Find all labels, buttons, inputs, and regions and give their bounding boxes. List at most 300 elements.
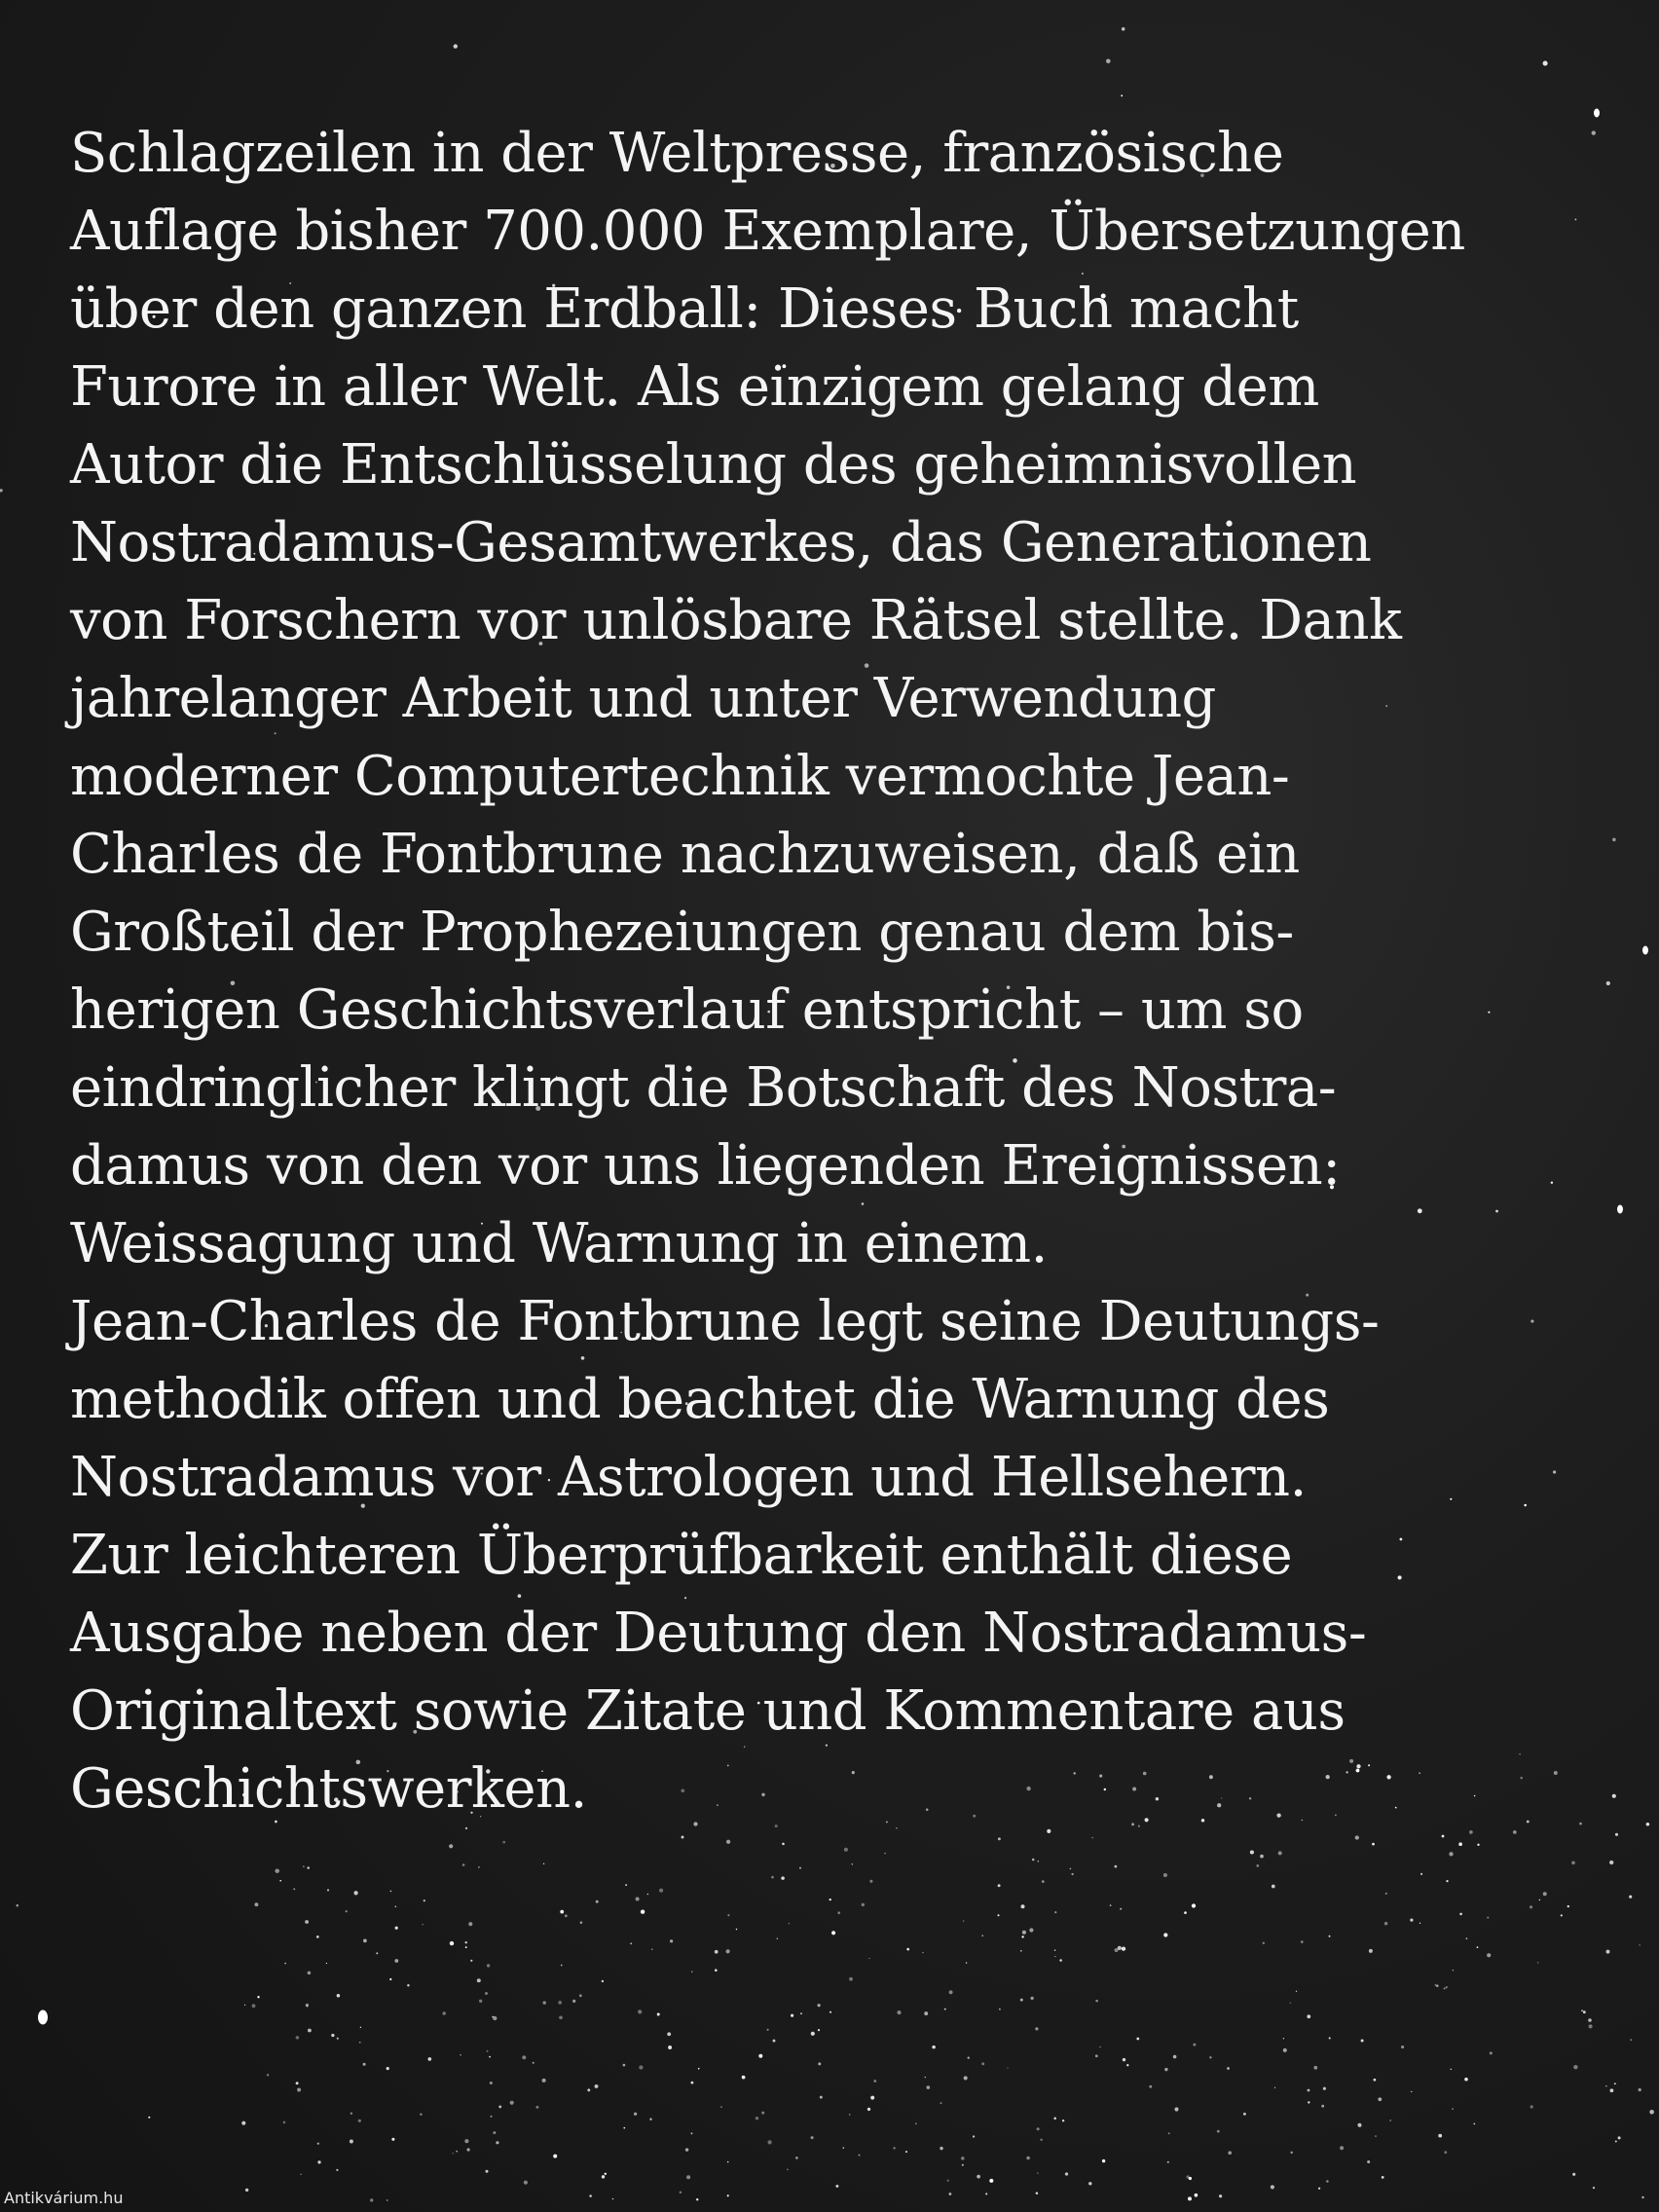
blurb-line: über den ganzen Erdball: Dieses Buch macht <box>70 277 1299 341</box>
star <box>811 2136 814 2139</box>
star <box>1641 2196 1643 2198</box>
star <box>963 1920 964 1921</box>
star <box>638 2009 642 2013</box>
star <box>727 2194 729 2196</box>
star <box>842 2147 844 2149</box>
blurb-line: herigen Geschichtsverlauf entspricht – um so <box>70 978 1304 1042</box>
star <box>781 1876 785 1880</box>
star <box>326 1963 327 1964</box>
star <box>1040 2139 1043 2142</box>
star <box>1070 1868 1072 1870</box>
star <box>387 2067 389 2070</box>
star <box>1296 1991 1297 1992</box>
star <box>363 2063 366 2066</box>
star <box>1357 2123 1361 2127</box>
star <box>849 2114 851 2116</box>
star <box>818 2029 820 2031</box>
star <box>612 2198 613 2199</box>
star <box>932 2046 936 2049</box>
star <box>1593 2187 1595 2189</box>
star <box>346 1910 348 1912</box>
star <box>1037 2172 1038 2173</box>
star <box>998 1837 1001 1840</box>
star <box>1122 1946 1125 1950</box>
star <box>767 2140 771 2144</box>
star <box>1053 2118 1056 2120</box>
blurb-line: jahrelanger Arbeit und unter Verwendung <box>70 667 1216 730</box>
star <box>565 1914 568 1917</box>
star <box>1313 2066 1317 2070</box>
star <box>726 1840 730 1844</box>
star <box>922 1952 923 1953</box>
blurb-line: Originaltext sowie Zitate und Kommentare aus <box>70 1679 1346 1743</box>
star <box>726 1949 730 1953</box>
star <box>308 1972 312 1975</box>
bright-star <box>1594 109 1600 118</box>
star <box>795 2157 798 2159</box>
star <box>336 2169 338 2171</box>
star <box>308 2029 312 2033</box>
blurb-line: damus von den vor uns liegenden Ereignissen: <box>70 1134 1341 1198</box>
star <box>868 1958 869 1959</box>
star <box>869 1880 872 1883</box>
star <box>1458 1842 1462 1846</box>
star <box>1263 1942 1265 1944</box>
star <box>245 2189 248 2192</box>
star <box>1372 1843 1375 1846</box>
star <box>390 1891 392 1893</box>
star <box>981 2062 984 2065</box>
star <box>468 1922 472 1926</box>
star <box>696 2198 698 2200</box>
star <box>487 2050 489 2052</box>
star <box>307 1866 309 1868</box>
blurb-text <box>70 115 1589 1828</box>
star <box>1530 2105 1533 2108</box>
star <box>1612 838 1616 842</box>
star <box>479 2000 482 2003</box>
star <box>698 2068 700 2070</box>
star <box>502 1841 505 1844</box>
star <box>1099 2046 1100 2047</box>
star <box>1283 2038 1284 2039</box>
star <box>148 2117 150 2119</box>
blurb-line: Weissagung und Warnung in einem. <box>70 1212 1048 1275</box>
star <box>1382 2176 1384 2179</box>
star <box>1487 1917 1489 1919</box>
star <box>587 2088 590 2091</box>
star <box>940 2147 942 2150</box>
star <box>1444 1987 1446 1989</box>
star <box>524 2181 528 2185</box>
star <box>924 2011 928 2015</box>
star <box>782 1843 785 1846</box>
star <box>897 2010 901 2014</box>
star <box>1438 2134 1442 2138</box>
star <box>300 2173 302 2175</box>
blurb-line: Jean-Charles de Fontbrune legt seine Deutungs- <box>70 1290 1380 1353</box>
star <box>1047 1829 1051 1833</box>
star <box>387 2199 388 2201</box>
star <box>464 2139 468 2143</box>
star <box>788 1923 790 1925</box>
star <box>691 2082 694 2084</box>
star <box>522 2055 526 2059</box>
star <box>1122 27 1125 31</box>
star <box>1618 2136 1621 2139</box>
star <box>1290 2002 1291 2003</box>
star <box>1007 2067 1008 2068</box>
star <box>1091 1837 1092 1838</box>
star <box>859 2155 861 2157</box>
star <box>350 2140 353 2144</box>
star <box>1038 1861 1039 1862</box>
star <box>680 2191 682 2194</box>
star <box>1583 2010 1586 2013</box>
star <box>316 1936 319 1938</box>
star <box>1537 1962 1539 1964</box>
star <box>395 1927 398 1930</box>
star <box>1278 1851 1282 1855</box>
star <box>337 1994 341 1998</box>
star <box>1487 1953 1491 1957</box>
blurb-line: Nostradamus-Gesamtwerkes, das Generationen <box>70 511 1372 574</box>
star <box>267 2074 269 2076</box>
star <box>1629 1896 1632 1899</box>
star <box>811 2032 815 2036</box>
star <box>1227 2067 1230 2070</box>
star <box>542 2079 546 2083</box>
star <box>1071 1873 1073 1875</box>
star <box>363 1939 367 1943</box>
star <box>1020 1950 1022 1952</box>
star <box>1184 1911 1187 1914</box>
star <box>1411 2091 1412 2092</box>
star <box>818 2004 821 2007</box>
star <box>727 1914 729 1916</box>
star <box>1219 2194 1222 2197</box>
star <box>1301 1940 1304 1943</box>
star <box>1420 1873 1422 1875</box>
star <box>241 2121 245 2125</box>
star <box>427 2057 431 2061</box>
star <box>1378 2097 1382 2101</box>
star <box>1021 1904 1025 1908</box>
star <box>394 1905 396 1907</box>
star <box>1115 1948 1119 1952</box>
star <box>1459 1913 1462 1916</box>
star <box>602 2175 605 2178</box>
star <box>496 2141 498 2144</box>
star <box>1606 981 1610 985</box>
blurb-line: Charles de Fontbrune nachzuweisen, daß ein <box>70 823 1300 886</box>
star <box>1389 2120 1391 2121</box>
star <box>510 2101 514 2105</box>
star <box>647 1894 649 1896</box>
star <box>1435 1984 1437 1986</box>
star <box>306 2004 309 2007</box>
star <box>1419 1923 1420 1924</box>
star <box>1469 1830 1473 1834</box>
star <box>572 2000 575 2003</box>
star <box>297 2088 301 2092</box>
star <box>370 2198 373 2201</box>
star <box>254 1902 258 1906</box>
star <box>1615 2140 1617 2142</box>
star <box>1110 1904 1112 1906</box>
star <box>605 2173 607 2175</box>
star <box>1615 1833 1618 1836</box>
star <box>1367 2160 1370 2163</box>
star <box>940 2102 942 2104</box>
blurb-line: Auflage bisher 700.000 Exemplare, Übersetzungen <box>70 200 1465 263</box>
star <box>284 1963 286 1965</box>
star <box>486 2170 489 2173</box>
bright-star <box>38 2010 48 2025</box>
bright-star <box>1642 946 1648 955</box>
star <box>1126 2064 1128 2066</box>
star <box>756 2117 758 2120</box>
star <box>1573 2065 1577 2069</box>
blurb-line: eindringlicher klingt die Botschaft des Nostra- <box>70 1056 1337 1120</box>
star <box>634 2113 637 2116</box>
star <box>1340 2146 1344 2150</box>
star <box>1106 59 1111 64</box>
star <box>1355 1835 1359 1839</box>
star <box>560 1910 564 1914</box>
star <box>1120 1908 1122 1910</box>
star <box>670 1939 673 1942</box>
star <box>1329 1936 1331 1937</box>
star <box>799 1867 801 1869</box>
star <box>252 2004 256 2008</box>
star <box>1164 2068 1167 2071</box>
star <box>454 44 458 48</box>
star <box>498 2105 501 2108</box>
star <box>831 1931 835 1935</box>
star <box>1464 2078 1468 2082</box>
star <box>1102 2159 1105 2162</box>
star <box>293 1888 295 1890</box>
star <box>407 1984 409 1986</box>
star <box>1095 2054 1098 2057</box>
star <box>686 2175 690 2179</box>
star <box>1543 61 1548 66</box>
blurb-line: Zur leichteren Überprüfbarkeit enthält diese <box>70 1524 1293 1587</box>
star <box>1326 2180 1329 2183</box>
star <box>1630 2039 1632 2041</box>
star <box>465 1941 467 1943</box>
star <box>1444 2151 1447 2154</box>
star <box>1095 2000 1098 2003</box>
star <box>1375 2135 1376 2136</box>
star <box>1283 2048 1287 2052</box>
star <box>359 2042 361 2044</box>
star <box>1446 1880 1448 1882</box>
blurb-line: Autor die Entschlüsselung des geheimnisvollen <box>70 433 1357 497</box>
star <box>818 2062 821 2065</box>
star <box>257 1996 259 1998</box>
star <box>925 2077 927 2079</box>
star <box>0 489 3 492</box>
star <box>1271 2185 1274 2189</box>
star <box>682 1836 684 1839</box>
blurb-line: Großteil der Prophezeiungen genau dem bis- <box>70 901 1294 964</box>
star <box>787 2169 789 2171</box>
star <box>623 2064 626 2067</box>
star <box>1466 1937 1468 1939</box>
star <box>1567 1905 1569 1907</box>
star <box>1571 1861 1575 1864</box>
star <box>1062 2120 1064 2121</box>
star <box>394 1959 398 1963</box>
star <box>1192 1903 1196 1907</box>
star <box>1290 2152 1292 2154</box>
blurb-line: von Forschern vor unlösbare Rätsel stellte. Dank <box>70 589 1402 652</box>
star <box>949 1990 953 1994</box>
star <box>1543 1892 1547 1896</box>
blurb-line: Ausgabe neben der Deutung den Nostradamus- <box>70 1602 1367 1665</box>
star <box>389 1978 391 1980</box>
star <box>1209 2056 1211 2058</box>
blurb-line: Furore in aller Welt. Als einzigem gelang dem <box>70 355 1319 419</box>
star <box>720 2106 722 2108</box>
star <box>830 1899 831 1900</box>
star <box>1649 2110 1654 2115</box>
star <box>1217 2130 1220 2133</box>
star <box>862 1903 865 1906</box>
star <box>1088 2182 1091 2185</box>
star <box>596 1900 599 1903</box>
star <box>691 2132 693 2134</box>
star <box>636 1898 640 1901</box>
star <box>1195 2194 1198 2197</box>
star <box>491 2116 493 2118</box>
star <box>1167 2161 1169 2163</box>
blurb-line: Nostradamus vor Astrologen und Hellsehern. <box>70 1446 1307 1509</box>
star <box>715 1969 718 1972</box>
star <box>777 1937 778 1938</box>
star <box>331 2034 334 2037</box>
star <box>460 2054 461 2056</box>
star <box>561 1965 563 1967</box>
star <box>1361 2040 1364 2043</box>
star <box>1581 2009 1583 2011</box>
star <box>852 1863 853 1864</box>
star <box>651 1949 652 1950</box>
star <box>837 1911 840 1914</box>
star <box>1323 2087 1326 2090</box>
star <box>1442 1835 1445 1838</box>
star <box>449 1844 453 1848</box>
star <box>442 2011 446 2015</box>
star <box>1445 1986 1447 1988</box>
star <box>905 2151 907 2153</box>
star <box>533 2062 535 2064</box>
star <box>667 2032 671 2036</box>
star <box>873 2080 876 2083</box>
star <box>849 1977 853 1981</box>
star <box>1410 1918 1413 1921</box>
star <box>906 1948 909 1951</box>
star <box>1035 2027 1038 2030</box>
star <box>1121 94 1123 96</box>
star <box>391 2138 394 2141</box>
star <box>1436 1984 1439 1987</box>
star <box>989 2179 993 2183</box>
star <box>1307 2014 1310 2018</box>
star <box>961 2157 965 2160</box>
star <box>1065 2172 1068 2175</box>
star <box>1477 1946 1479 1948</box>
star <box>17 1904 18 1906</box>
star <box>317 2143 319 2145</box>
star <box>467 2148 470 2151</box>
star <box>1029 1928 1033 1932</box>
star <box>639 2065 643 2069</box>
star <box>1477 1844 1479 1846</box>
star <box>867 2108 870 2111</box>
star <box>1384 1922 1387 1925</box>
star <box>489 2056 491 2058</box>
star <box>1032 1859 1035 1862</box>
star <box>579 1994 582 1997</box>
star <box>962 2164 964 2166</box>
star <box>1174 2107 1178 2111</box>
star <box>771 1876 774 1879</box>
star <box>1021 1936 1023 1937</box>
star <box>490 2082 493 2084</box>
star <box>1646 1823 1650 1826</box>
star <box>870 2096 874 2100</box>
star <box>450 1941 454 1945</box>
star <box>893 2147 895 2149</box>
star <box>625 1884 627 1886</box>
star <box>303 1865 305 1867</box>
star <box>376 1952 378 1954</box>
star <box>327 1889 329 1891</box>
star <box>279 1880 281 1882</box>
star <box>968 2056 970 2058</box>
star <box>1173 2055 1177 2059</box>
star <box>973 2135 975 2137</box>
star <box>422 1924 424 1926</box>
star <box>1022 1931 1026 1935</box>
star <box>966 1962 967 1963</box>
star <box>715 1950 719 1954</box>
star <box>1163 1933 1167 1936</box>
star <box>977 2175 980 2179</box>
star <box>949 2193 952 2195</box>
star <box>927 2085 931 2089</box>
star <box>1054 1911 1056 1913</box>
star <box>630 1942 632 1944</box>
star <box>1614 2083 1616 2084</box>
star <box>999 2009 1001 2010</box>
star <box>1561 1914 1563 1916</box>
blurb-line: methodik offen und beachtet die Warnung des <box>70 1368 1330 1431</box>
star <box>997 1914 999 1916</box>
star <box>1054 1949 1056 1951</box>
star <box>1228 2151 1232 2155</box>
star <box>1612 1794 1616 1798</box>
star <box>830 2011 831 2013</box>
star <box>1449 1852 1453 1856</box>
star <box>1123 2058 1125 2061</box>
star <box>767 2029 769 2031</box>
star <box>668 2046 672 2049</box>
star <box>465 1946 467 1948</box>
